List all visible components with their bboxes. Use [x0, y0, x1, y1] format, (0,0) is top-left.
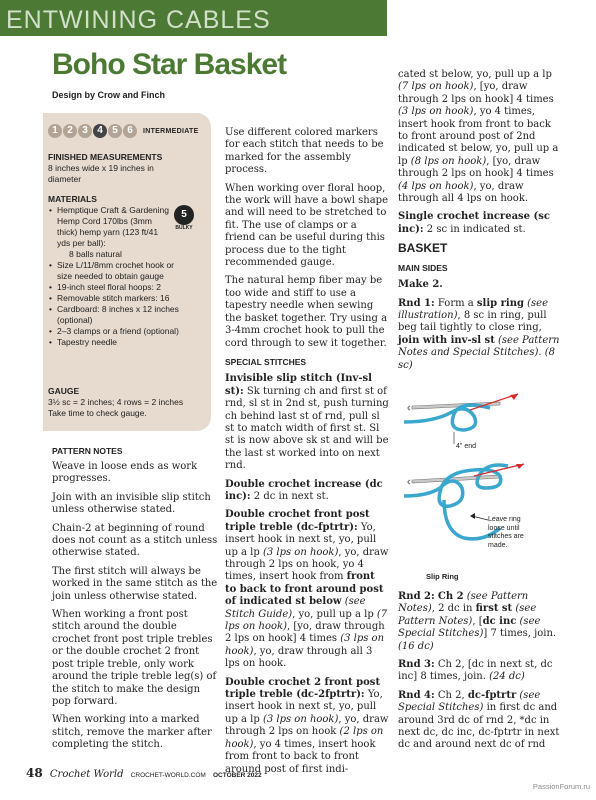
- materials-item: • 19-inch steel floral hoops: 2: [48, 282, 206, 293]
- arrowhead-top: [510, 394, 518, 400]
- gauge-note: Take time to check gauge.: [48, 408, 147, 418]
- slip-ring-diagram: [404, 392, 534, 584]
- note-arrowhead: [470, 513, 475, 519]
- illustration-caption: Slip Ring: [426, 572, 459, 581]
- materials-item: • Removable stitch markers: 16: [48, 293, 206, 304]
- issue-date: OCTOBER 2022: [212, 772, 262, 779]
- right-column: [398, 69, 564, 378]
- note-paragraph: Join with an invisible slip stitch unless otherwise stated.: [52, 491, 211, 516]
- materials-item: • Hemptique Craft & Gardening Hemp Cord 170lbs (3mm thick) hemp yarn (123 ft/41 yds per ball): 8 balls natural: [48, 205, 169, 260]
- yarn-weight-label: BULKY: [175, 225, 193, 231]
- note-paragraph: Chain-2 at beginning of round does not count as a stitch unless otherwise stated.: [52, 522, 218, 559]
- note-paragraph: When working a front post stitch around the double crochet front post triple trebles or the double crochet 2 front post triple treble, only work around the triple treble leg(s) of the stitch to make the design pop forward.: [52, 609, 217, 707]
- stitch-definition: Double crochet 2 front post triple treble (dc-2fptrtr): Yo, insert hook in next st, yo, pull up a lp (3 lps on hook), yo, draw through 2 lps on hook (2 lps on hook), yo 4 times, insert hook from front to back to front around post of first indi-: [225, 676, 389, 775]
- watermark: PassionForum.ru: [532, 782, 590, 791]
- designer-credit: Design by Crow and Finch: [52, 90, 166, 100]
- yarn-weight-icon: [172, 205, 196, 235]
- materials-sub-item: 8 balls natural: [69, 249, 122, 259]
- skill-level-6: 6: [123, 124, 137, 138]
- note-paragraph: When working into a marked stitch, remove the marker after completing the stitch.: [52, 714, 212, 751]
- finished-heading: FINISHED MEASUREMENTS: [48, 152, 163, 162]
- note-paragraph: Weave in loose ends as work progresses.: [52, 461, 198, 485]
- page-footer: [26, 766, 262, 780]
- skill-level-2: 2: [63, 124, 77, 138]
- basket-heading: BASKET: [398, 241, 448, 256]
- skill-level-5: 5: [108, 124, 122, 138]
- special-stitches-heading: SPECIAL STITCHES: [225, 356, 307, 367]
- round-1: Rnd 1: Form a slip ring (see illustration), 8 sc in ring, pull beg tail tightly to close ring, join with inv-sl st (see Pattern Notes and Special Stitches). (8 sc): [398, 297, 560, 371]
- gauge: [48, 386, 206, 419]
- finished-text: 8 inches wide x 19 inches in diameter: [48, 163, 154, 184]
- page-title: Boho Star Basket: [52, 48, 287, 81]
- stitch-definition: Single crochet increase (sc inc): 2 sc in indicated st.: [398, 211, 550, 235]
- round-4: Rnd 4: Ch 2, dc-fptrtr (see Special Stitches) in first dc and around 3rd dc of rnd 2, *dc in next dc, dc inc, dc-fptrtr in next dc and around next dc of rnd: [398, 689, 560, 751]
- materials-item: • 2–3 clamps or a friend (optional): [48, 326, 206, 337]
- ring-note: Leave ring loose until stitches are made.: [488, 516, 524, 549]
- slip-ring-illustration: [404, 392, 534, 584]
- page-number: 48: [26, 766, 43, 780]
- materials-heading: MATERIALS: [48, 194, 97, 204]
- main-sides-heading: MAIN SIDES: [398, 262, 448, 273]
- magazine-name: Crochet World: [49, 769, 124, 780]
- note-paragraph: When working over floral hoop, the work will have a bowl shape and will need to be stretched to fit. The use of clamps or a friend can be useful during this process due to the tight recommended gauge.: [225, 182, 388, 269]
- arrowhead-bottom: [516, 464, 524, 469]
- round-2: Rnd 2: Ch 2 (see Pattern Notes), 2 dc in first st (see Pattern Notes), [dc inc (see Special Stitches)] 7 times, join. (16 dc): [398, 591, 557, 652]
- gauge-text: 3½ sc = 2 inches; 4 rows = 2 inches: [48, 397, 184, 407]
- website: CROCHET-WORLD.COM: [130, 772, 206, 779]
- skill-level-3: 3: [78, 124, 92, 138]
- section-title: ENTWINING CABLES: [6, 6, 271, 34]
- rounds-column: [398, 591, 564, 758]
- skill-level-1: 1: [48, 124, 62, 138]
- skill-level-4: 4: [93, 124, 107, 138]
- gauge-heading: GAUGE: [48, 386, 80, 396]
- middle-column: [225, 127, 389, 782]
- materials-item: • Tapestry needle: [48, 337, 206, 348]
- make-count: Make 2.: [398, 279, 443, 291]
- stitch-definition-continued: cated st below, yo, pull up a lp (7 lps on hook), [yo, draw through 2 lps on hook] 4 times (3 lps on hook), yo 4 times, insert hook from front to back to front around post of 2nd indicated st below, yo, pull up a lp (8 lps on hook), [yo, draw through 2 lps on hook] 4 times (4 lps on hook), yo, draw through all 4 lps on hook.: [398, 69, 559, 205]
- finished-measurements: [48, 152, 206, 185]
- note-paragraph: The natural hemp fiber may be too wide and stiff to use a tapestry needle when sewing the basket together. Try using a 3-4mm crochet hook to pull the cord through to sew it together.: [225, 275, 388, 349]
- arrow-top: [470, 394, 518, 410]
- materials-item: • Cardboard: 8 inches x 12 inches (optional): [48, 304, 185, 326]
- section-banner: [0, 0, 387, 36]
- stitch-definition: Double crochet increase (dc inc): 2 dc in next st.: [225, 478, 383, 502]
- stitch-definition: Double crochet front post triple treble (dc-fptrtr): Yo, insert hook in next st, yo, pull up a lp (3 lps on hook), yo, draw through 2 lps on hook, yo 4 times, insert hook from front to back to front around post of indicated st below (see Stitch Guide), yo, pull up a lp (7 lps on hook), [yo, draw through 2 lps on hook] 4 times (3 lps on hook), yo, draw through all 3 lps on hook.: [225, 509, 389, 670]
- note-paragraph: The first stitch will always be worked in the same stitch as the join unless otherwise stated.: [52, 565, 218, 602]
- end-label: 4" end: [456, 443, 477, 450]
- yarn-weight-number: 5: [174, 205, 194, 225]
- pattern-notes-heading: PATTERN NOTES: [52, 446, 123, 456]
- stitch-definition: Invisible slip stitch (Inv-sl st): Sk turning ch and first st of rnd, sl st in 2nd st, push turning ch behind last st of rnd, pull sl st to match width of first st. Sl st is now above sk st and will be the last st worked into on next rnd.: [225, 373, 389, 472]
- pattern-notes-column: [52, 461, 218, 758]
- skill-label: INTERMEDIATE: [143, 127, 199, 135]
- skill-level: [48, 124, 199, 138]
- round-3: Rnd 3: Ch 2, [dc in next st, dc inc] 8 times, join. (24 dc): [398, 659, 553, 683]
- materials-item: • Size L/11/8mm crochet hook or size needed to obtain gauge: [48, 260, 185, 282]
- note-paragraph: Use different colored markers for each stitch that needs to be marked for the assembly process.: [225, 127, 384, 176]
